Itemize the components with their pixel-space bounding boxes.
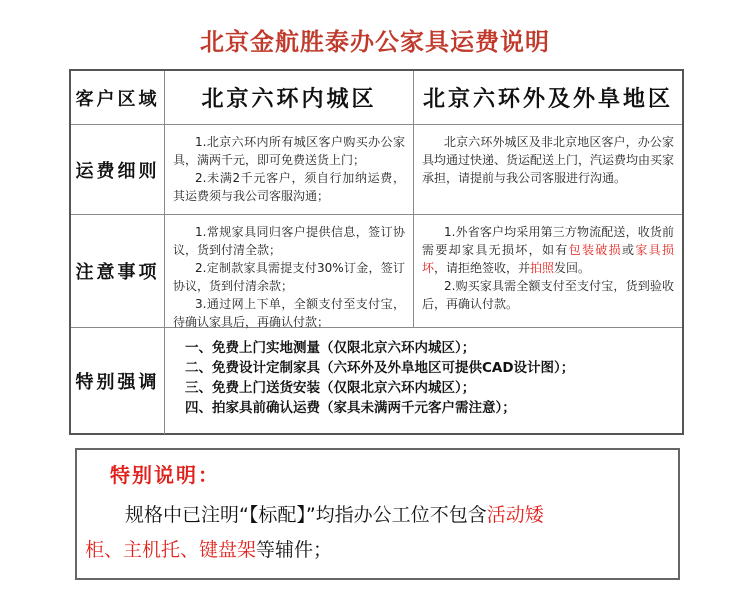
highlight-photo: 拍照 [530,261,555,275]
special-item: 一、免费上门实地测量（仅限北京六环内城区）； [185,340,476,356]
highlight-package-damage: 包装破损 [568,243,622,257]
notes-inner-item: 2.定制款家具需提支付30%订金，签订协议，货到付清余款； [173,261,405,293]
freight-outer-text: 北京六环外城区及非北京地区客户，办公家具均通过快递、货运配送上门，汽运费均由买家承担，请提前与我公司客服进行沟通。 [422,135,675,185]
highlight-furniture-damage: 家具损坏 [422,243,674,275]
special-note-body [85,498,670,568]
notes-inner-item: 1.常规家具同归客户提供信息，签订协议，货到付清全款； [173,225,405,257]
freight-inner-item: 2.未满2千元客户，须自行加纳运费，其运费须与我公司客服沟通； [173,171,405,203]
notes-outer-item: 1.外省客户均采用第三方物流配送，收货前需要却家具无损坏，如有包装破损或家具损坏，请拒绝签收，并拍照发回。 [422,225,674,275]
freight-outer [414,125,682,215]
col-inner-city: 北京六环内城区 [165,71,414,125]
special-item: 四、拍家具前确认运费（家具未满两千元客户需注意）； [185,400,516,416]
header-label: 客户区域 [71,71,165,125]
notes-outer-item: 2.购买家具需全额支付至支付宝，货到验收后，再确认付款。 [422,279,674,311]
special-note-line: 柜、主机托、键盘架等辅件； [85,539,333,561]
col-outer-region: 北京六环外及外阜地区 [414,71,682,125]
freight-inner-item: 1.北京六环内所有城区客户购买办公家具，满两千元，即可免费送货上门； [173,135,405,167]
special-list [165,328,682,434]
special-note-box [75,448,680,580]
highlight-accessories: 柜、主机托、键盘架 [85,539,257,561]
special-label: 特别强调 [71,328,165,434]
notes-outer [414,215,682,328]
page-title: 北京金航胜泰办公家具运费说明 [200,28,550,56]
special-item: 三、免费上门送货安装（仅限北京六环内城区）； [185,380,476,396]
notes-inner [165,215,414,328]
notes-inner-item: 3.通过网上下单，全额支付至支付宝，待确认家具后，再确认付款； [173,297,405,329]
special-item: 二、免费设计定制家具（六环外及外阜地区可提供CAD设计图）； [185,360,575,376]
highlight-cabinet: 活动矮 [486,504,544,526]
freight-table [69,69,684,435]
special-note-title: 特别说明： [110,463,220,487]
freight-inner [165,125,414,215]
freight-label: 运费细则 [71,125,165,215]
special-note-line: 规格中已注明“【标配】”均指办公工位不包含活动矮 [125,504,544,526]
notes-label: 注意事项 [71,215,165,328]
